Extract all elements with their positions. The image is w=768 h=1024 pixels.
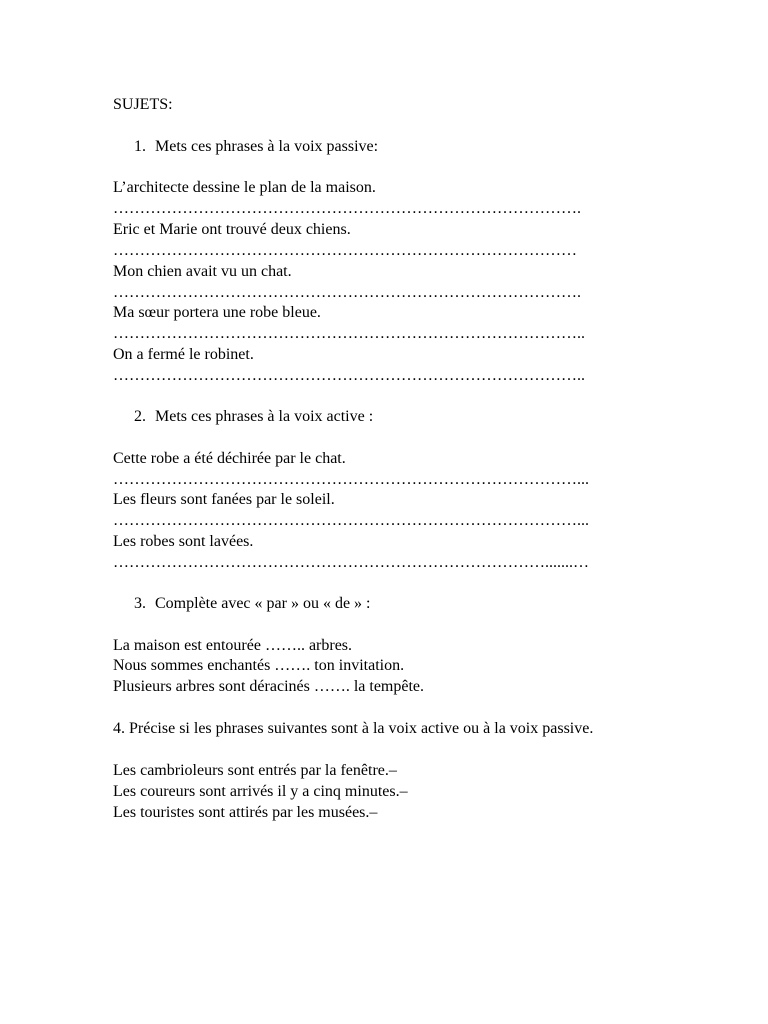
section-3-heading	[134, 594, 371, 614]
section-3-item-2: Nous sommes enchantés ……. ton invitation.	[113, 657, 405, 674]
section-2-sentence-1: Cette robe a été déchirée par le chat.	[113, 450, 346, 467]
section-3-item-3: Plusieurs arbres sont déracinés ……. la tempête.	[113, 678, 425, 695]
section-2-answer-line-2: ……………………………………………………………………………...	[113, 512, 589, 529]
section-1-answer-line-4: ……………………………………………………………………………..	[113, 325, 585, 342]
section-2-heading	[134, 407, 373, 427]
section-2-sentence-2: Les fleurs sont fanées par le soleil.	[113, 491, 335, 508]
document-title: SUJETS:	[113, 96, 173, 113]
section-1-heading-text: Mets ces phrases à la voix passive:	[155, 138, 379, 155]
section-1-sentence-2: Eric et Marie ont trouvé deux chiens.	[113, 221, 351, 238]
section-4-item-1: Les cambrioleurs sont entrés par la fenêtre.–	[113, 762, 397, 779]
section-1-answer-line-1: …………………………………………………………………………….	[113, 200, 581, 217]
section-2-heading-text: Mets ces phrases à la voix active :	[155, 408, 374, 425]
section-1-answer-line-3: …………………………………………………………………………….	[113, 284, 581, 301]
section-1-number: 1.	[134, 138, 146, 155]
section-4-item-2: Les coureurs sont arrivés il y a cinq minutes.–	[113, 783, 408, 800]
section-3-item-1: La maison est entourée …….. arbres.	[113, 637, 353, 654]
section-1-sentence-1: L’architecte dessine le plan de la maison.	[113, 179, 376, 196]
section-3-heading-text: Complète avec « par » ou « de » :	[155, 595, 371, 612]
section-2-answer-line-3: ……………………………………………………………………….......…	[113, 554, 589, 571]
section-2-answer-line-1: ……………………………………………………………………………...	[113, 471, 589, 488]
section-4-item-3: Les touristes sont attirés par les musées.–	[113, 804, 378, 821]
section-1-sentence-4: Ma sœur portera une robe bleue.	[113, 304, 321, 321]
section-1-answer-line-5: ……………………………………………………………………………..	[113, 367, 585, 384]
section-4-heading: 4. Précise si les phrases suivantes sont à la voix active ou à la voix passive.	[113, 720, 594, 737]
section-2-sentence-3: Les robes sont lavées.	[113, 533, 254, 550]
section-1-answer-line-2: ……………………………………………………………………………	[113, 242, 577, 259]
section-3-number: 3.	[134, 595, 146, 612]
section-2-number: 2.	[134, 408, 146, 425]
section-1-sentence-5: On a fermé le robinet.	[113, 346, 254, 363]
section-1-heading	[134, 137, 378, 157]
section-1-sentence-3: Mon chien avait vu un chat.	[113, 263, 292, 280]
